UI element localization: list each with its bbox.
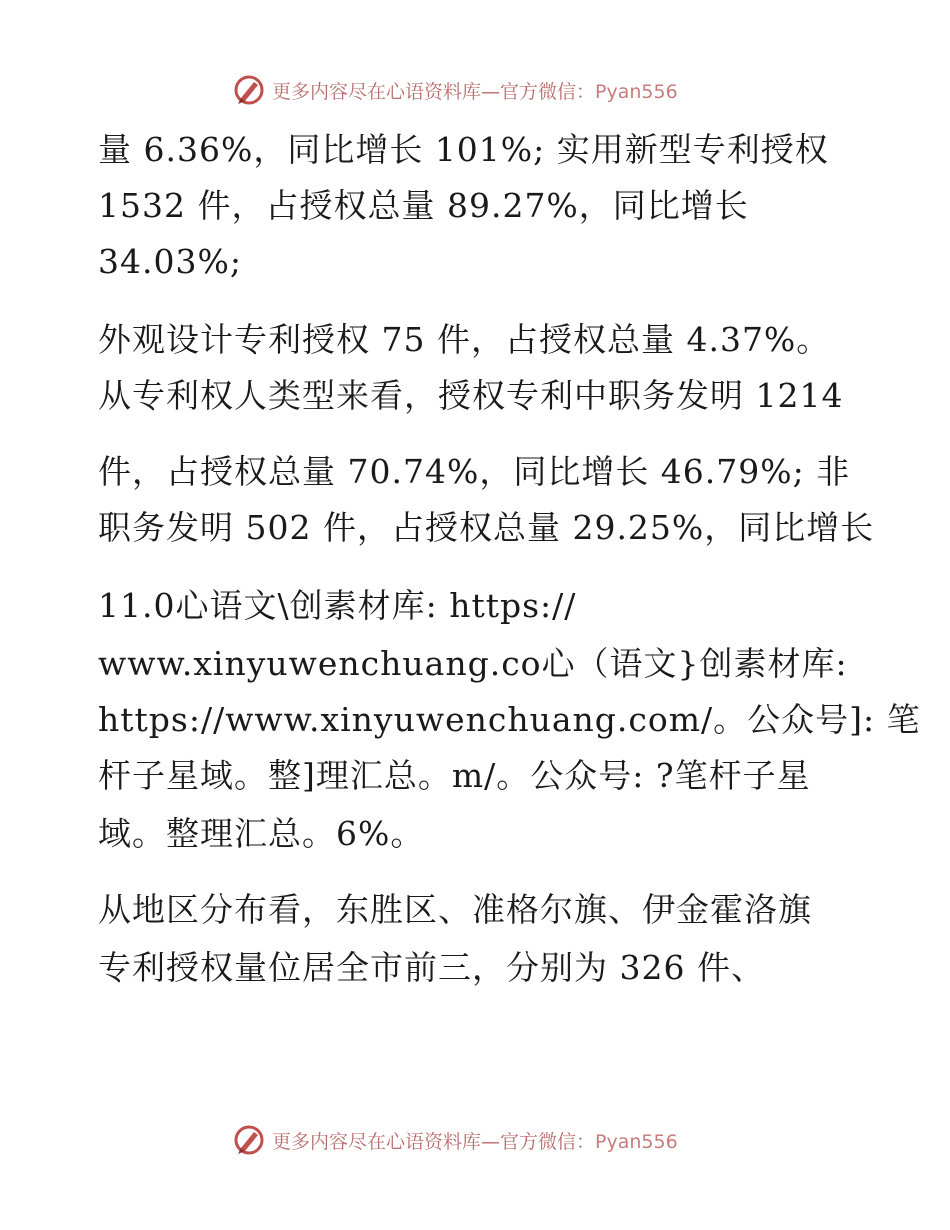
text-line: 从地区分布看，东胜区、准格尔旗、伊金霍洛旗 [98, 890, 812, 929]
text-line: 量 6.36%，同比增长 101%; 实用新型专利授权 [98, 130, 829, 169]
text-line: 从专利权人类型来看，授权专利中职务发明 1214 [98, 376, 844, 415]
pen-logo-icon [232, 1123, 266, 1157]
banner-message: 更多内容尽在心语资料库—官方微信： [272, 80, 596, 103]
banner-text [272, 1127, 678, 1154]
text-line: 专利授权量位居全市前三，分别为 326 件、 [98, 948, 765, 987]
pen-logo-icon [232, 73, 266, 107]
footer-banner [232, 1122, 712, 1158]
banner-message: 更多内容尽在心语资料库—官方微信： [272, 1130, 596, 1153]
text-line: 外观设计专利授权 75 件，占授权总量 4.37%。 [98, 320, 831, 359]
header-banner [232, 72, 712, 108]
wechat-id: Pyan556 [595, 80, 678, 103]
text-line: 1532 件，占授权总量 89.27%，同比增长 [98, 186, 749, 225]
banner-text [272, 77, 678, 104]
text-line: https://www.xinyuwenchuang.com/。公众号]: 笔 [98, 700, 921, 739]
text-line: www.xinyuwenchuang.co心（语文}创素材库: [98, 644, 848, 683]
text-line: 职务发明 502 件，占授权总量 29.25%，同比增长 [98, 508, 875, 547]
text-line: 11.0心语文\创素材库: https:// [98, 586, 577, 625]
text-line: 杆子星域。整]理汇总。m/。公众号: ?笔杆子星 [98, 756, 811, 795]
wechat-id: Pyan556 [595, 1130, 678, 1153]
text-line: 域。整理汇总。6%。 [98, 814, 425, 853]
text-line: 件，占授权总量 70.74%，同比增长 46.79%; 非 [98, 452, 851, 491]
text-line: 34.03%; [98, 242, 242, 281]
